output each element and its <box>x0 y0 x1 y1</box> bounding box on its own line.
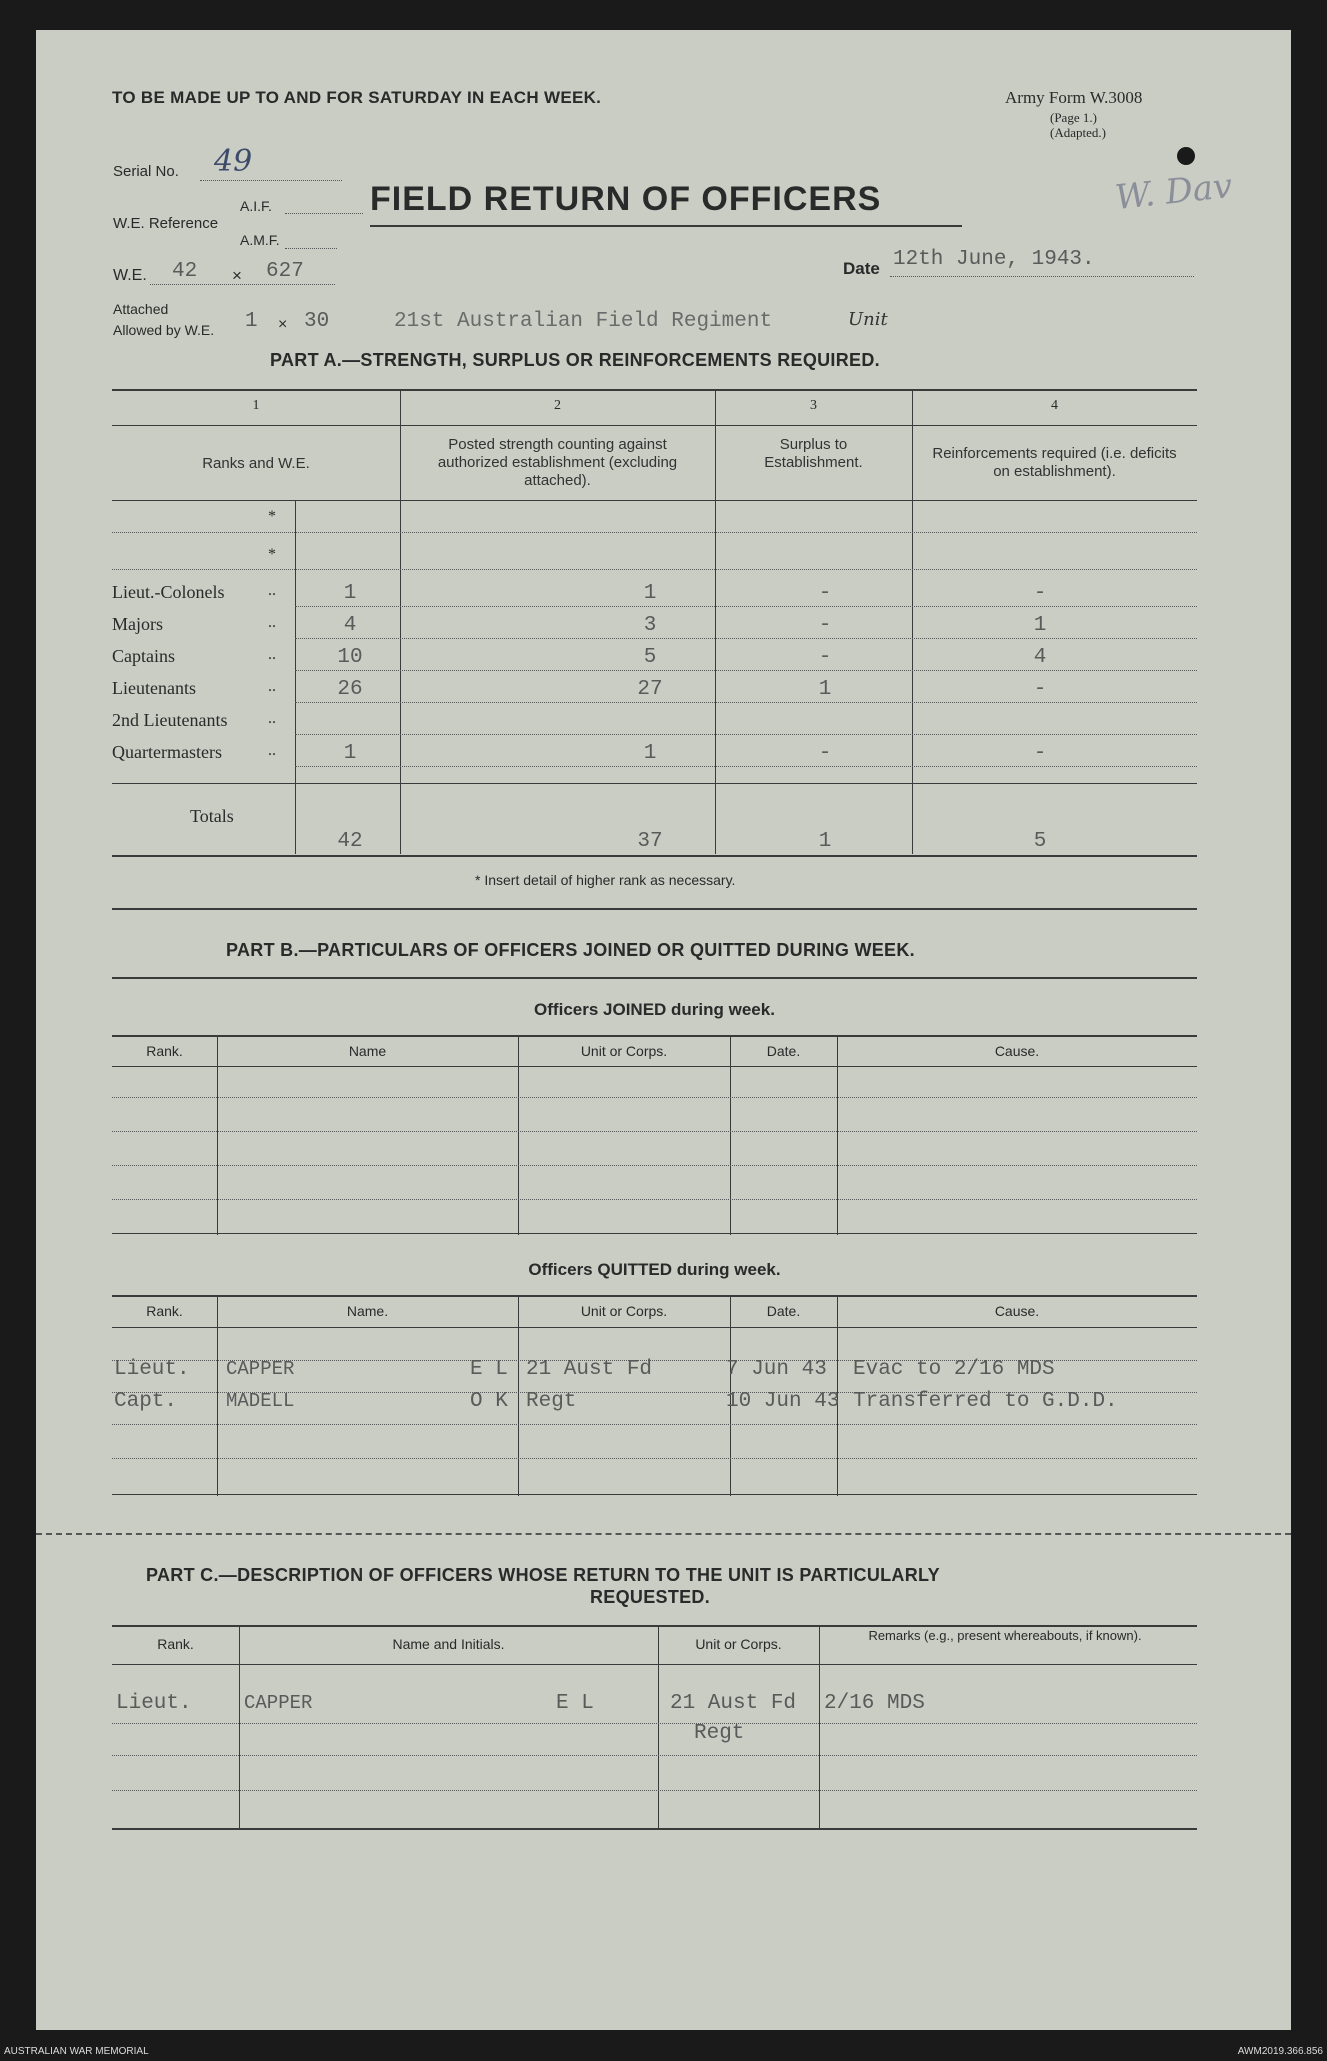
part-c-divider-2 <box>658 1626 659 1830</box>
reinf-value: - <box>1033 742 1047 765</box>
part-a-we-divider <box>295 500 296 854</box>
totals-top-line <box>112 783 1197 784</box>
quitted-cause: Transferred to G.D.D. <box>853 1390 1118 1413</box>
quitted-rank: Lieut. <box>114 1358 190 1381</box>
amf-underline <box>285 248 337 249</box>
part-b-title-line <box>112 977 1197 979</box>
totals-surplus: 1 <box>818 830 832 853</box>
quitted-date: 10 Jun 43 <box>726 1390 840 1413</box>
part-c-row-line-3 <box>112 1790 1197 1791</box>
unit-label: Unit <box>848 309 888 330</box>
posted-value: 27 <box>637 678 663 701</box>
joined-row-line-4 <box>112 1199 1197 1200</box>
quitted-rank: Capt. <box>114 1390 178 1413</box>
adapted-note: (Adapted.) <box>1050 125 1106 140</box>
part-c-bottom-line <box>112 1828 1197 1830</box>
part-a-bottom-line <box>112 855 1197 857</box>
quitted-header-line <box>112 1327 1197 1328</box>
we-value: 1 <box>343 742 357 765</box>
quitted-row-line-3 <box>112 1424 1197 1425</box>
serial-underline <box>200 180 342 181</box>
we-value: 26 <box>337 678 363 701</box>
reinf-value: 1 <box>1033 614 1047 637</box>
part-a-col-divider-3 <box>912 390 913 854</box>
footer-right: AWM2019.366.856 <box>1237 2046 1323 2057</box>
reinf-value: - <box>1033 678 1047 701</box>
rank-row-line <box>295 670 1197 671</box>
quitted-header-unit: Unit or Corps. <box>580 1303 668 1319</box>
quitted-bottom-line <box>112 1494 1197 1495</box>
asterisk-line-2 <box>112 569 1197 570</box>
tear-line <box>36 1533 1291 1535</box>
joined-row-line-2 <box>112 1131 1197 1132</box>
attached-x: × <box>278 316 288 333</box>
asterisk-row-1: * <box>268 508 276 525</box>
quitted-date: 7 Jun 43 <box>726 1358 827 1381</box>
reinf-value: - <box>1033 582 1047 605</box>
footer-left: AUSTRALIAN WAR MEMORIAL <box>4 2046 149 2057</box>
posted-value: 1 <box>643 742 657 765</box>
part-c-divider-3 <box>819 1626 820 1830</box>
posted-value: 3 <box>643 614 657 637</box>
col-number-1: 1 <box>252 398 260 413</box>
quitted-unit: 21 Aust Fd <box>526 1358 653 1381</box>
quitted-initials: E L <box>470 1358 508 1381</box>
part-c-header-line <box>112 1664 1197 1665</box>
date-label: Date <box>843 259 880 278</box>
asterisk-row-2: * <box>268 546 276 563</box>
col-number-2: 2 <box>554 398 561 413</box>
part-c-initials: E L <box>556 1692 594 1715</box>
quitted-row-line-1 <box>112 1360 1197 1361</box>
part-c-row-line-2 <box>112 1755 1197 1756</box>
instruction-text: TO BE MADE UP TO AND FOR SATURDAY IN EACH WEEK. <box>112 88 602 107</box>
part-c-remarks: 2/16 MDS <box>824 1692 925 1715</box>
header-surplus: Surplus to Establishment. <box>764 436 863 471</box>
totals-label: Totals <box>190 806 234 826</box>
joined-header-name: Name <box>348 1043 387 1059</box>
quitted-name: MADELL <box>226 1390 295 1412</box>
totals-we: 42 <box>337 830 363 853</box>
joined-top-line <box>112 1035 1197 1037</box>
joined-header-cause: Cause. <box>994 1043 1040 1059</box>
we-value: 10 <box>337 646 363 669</box>
quitted-name: CAPPER <box>226 1358 295 1380</box>
form-title: FIELD RETURN OF OFFICERS <box>370 180 882 218</box>
part-a-top-line <box>112 389 1197 391</box>
we-reference-label: W.E. Reference <box>113 215 219 232</box>
part-a-title: PART A.—STRENGTH, SURPLUS OR REINFORCEMENTS REQUIRED. <box>270 350 880 370</box>
we-value: 1 <box>343 582 357 605</box>
part-b-title: PART B.—PARTICULARS OF OFFICERS JOINED OR QUITTED DURING WEEK. <box>226 940 915 960</box>
joined-title: Officers JOINED during week. <box>534 1000 775 1019</box>
part-c-unit: 21 Aust Fd <box>670 1692 797 1715</box>
joined-bottom-line <box>112 1233 1197 1234</box>
part-c-row-line-1 <box>112 1723 1197 1724</box>
unit-value: 21st Australian Field Regiment <box>394 310 773 333</box>
amf-label: A.M.F. <box>240 232 280 248</box>
quitted-unit: Regt <box>526 1390 577 1413</box>
part-c-header-rank: Rank. <box>157 1636 194 1652</box>
rank-row-line <box>295 766 1197 767</box>
aif-label: A.I.F. <box>240 198 272 214</box>
part-c-header-unit: Unit or Corps. <box>695 1636 782 1652</box>
quitted-header-name: Name. <box>346 1303 389 1319</box>
col-number-3: 3 <box>810 398 817 413</box>
part-c-header-remarks: Remarks (e.g., present whereabouts, if known). <box>868 1628 1142 1643</box>
serial-label: Serial No. <box>113 163 179 180</box>
part-a-col-divider-2 <box>715 390 716 854</box>
we-underline <box>150 284 335 285</box>
margin-note: W. Dav <box>1113 165 1235 219</box>
joined-header-rank: Rank. <box>146 1043 183 1059</box>
date-underline <box>890 276 1194 277</box>
rank-row-line <box>295 638 1197 639</box>
rank-label: Captains <box>112 646 175 666</box>
attached-value-2: 30 <box>304 310 330 333</box>
rank-dots: .. <box>268 678 276 695</box>
quitted-row-line-4 <box>112 1458 1197 1459</box>
part-a-col-divider-1 <box>400 390 401 854</box>
we-x: × <box>232 266 242 285</box>
rank-dots: .. <box>268 646 276 663</box>
date-value: 12th June, 1943. <box>893 248 1095 271</box>
quitted-header-cause: Cause. <box>994 1303 1040 1319</box>
part-a-footnote: * Insert detail of higher rank as necessary. <box>475 872 736 888</box>
rank-row-line <box>295 606 1197 607</box>
part-a-header-line <box>112 500 1197 501</box>
rank-dots: .. <box>268 742 276 759</box>
page-number: (Page 1.) <box>1050 110 1097 125</box>
we-value: 4 <box>343 614 357 637</box>
punch-hole <box>1177 147 1195 165</box>
surplus-value: - <box>818 646 832 669</box>
part-c-rank: Lieut. <box>116 1692 192 1715</box>
quitted-header-date: Date. <box>766 1303 801 1319</box>
serial-value: 49 <box>214 144 253 179</box>
part-c-title-line1: PART C.—DESCRIPTION OF OFFICERS WHOSE RETURN TO THE UNIT IS PARTICULARLY <box>146 1565 940 1585</box>
attached-label: Attached <box>113 301 169 317</box>
quitted-title: Officers QUITTED during week. <box>528 1260 781 1279</box>
asterisk-line-1 <box>112 532 1197 533</box>
attached-value-1: 1 <box>245 310 258 333</box>
header-posted: Posted strength counting against authorized establishment (excluding attached). <box>437 436 678 489</box>
quitted-row-line-2 <box>112 1392 1197 1393</box>
joined-header-line <box>112 1066 1197 1067</box>
allowed-label: Allowed by W.E. <box>113 322 215 338</box>
surplus-value: - <box>818 582 832 605</box>
rank-label: Lieutenants <box>112 678 196 698</box>
joined-header-unit: Unit or Corps. <box>580 1043 668 1059</box>
rank-label: 2nd Lieutenants <box>112 710 228 730</box>
part-a-number-line <box>112 425 1197 426</box>
quitted-cause: Evac to 2/16 MDS <box>853 1358 1055 1381</box>
quitted-top-line <box>112 1295 1197 1297</box>
header-reinforcements: Reinforcements required (i.e. deficits on establishment). <box>932 445 1177 480</box>
rank-dots: .. <box>268 710 276 727</box>
surplus-value: 1 <box>818 678 832 701</box>
part-a-section-end <box>112 908 1197 910</box>
part-c-title-line2: REQUESTED. <box>590 1587 711 1607</box>
surplus-value: - <box>818 742 832 765</box>
header-ranks: Ranks and W.E. <box>202 455 310 472</box>
part-c-name: CAPPER <box>244 1692 313 1714</box>
title-underline <box>370 225 962 227</box>
rank-label: Quartermasters <box>112 742 222 762</box>
posted-value: 1 <box>643 582 657 605</box>
joined-header-date: Date. <box>766 1043 801 1059</box>
quitted-initials: O K <box>470 1390 508 1413</box>
part-c-divider-1 <box>239 1626 240 1830</box>
quitted-divider-1 <box>217 1296 218 1496</box>
rank-dots: .. <box>268 582 276 599</box>
surplus-value: - <box>818 614 832 637</box>
joined-row-line-1 <box>112 1097 1197 1098</box>
col-number-4: 4 <box>1051 398 1058 413</box>
part-c-unit-line2: Regt <box>694 1722 745 1745</box>
we-value-2: 627 <box>266 260 304 283</box>
reinf-value: 4 <box>1033 646 1047 669</box>
rank-label: Lieut.-Colonels <box>112 582 225 602</box>
aif-underline <box>285 213 363 214</box>
totals-posted: 37 <box>637 830 663 853</box>
posted-value: 5 <box>643 646 657 669</box>
army-form-number: Army Form W.3008 <box>1005 88 1143 107</box>
totals-reinf: 5 <box>1033 830 1047 853</box>
part-c-header-name: Name and Initials. <box>392 1636 505 1652</box>
rank-label: Majors <box>112 614 163 634</box>
rank-row-line <box>295 702 1197 703</box>
rank-row-line <box>295 734 1197 735</box>
quitted-header-rank: Rank. <box>146 1303 183 1319</box>
joined-row-line-3 <box>112 1165 1197 1166</box>
rank-dots: .. <box>268 614 276 631</box>
we-value-1: 42 <box>172 260 198 283</box>
we-label: W.E. <box>113 267 147 284</box>
quitted-divider-2 <box>518 1296 519 1496</box>
